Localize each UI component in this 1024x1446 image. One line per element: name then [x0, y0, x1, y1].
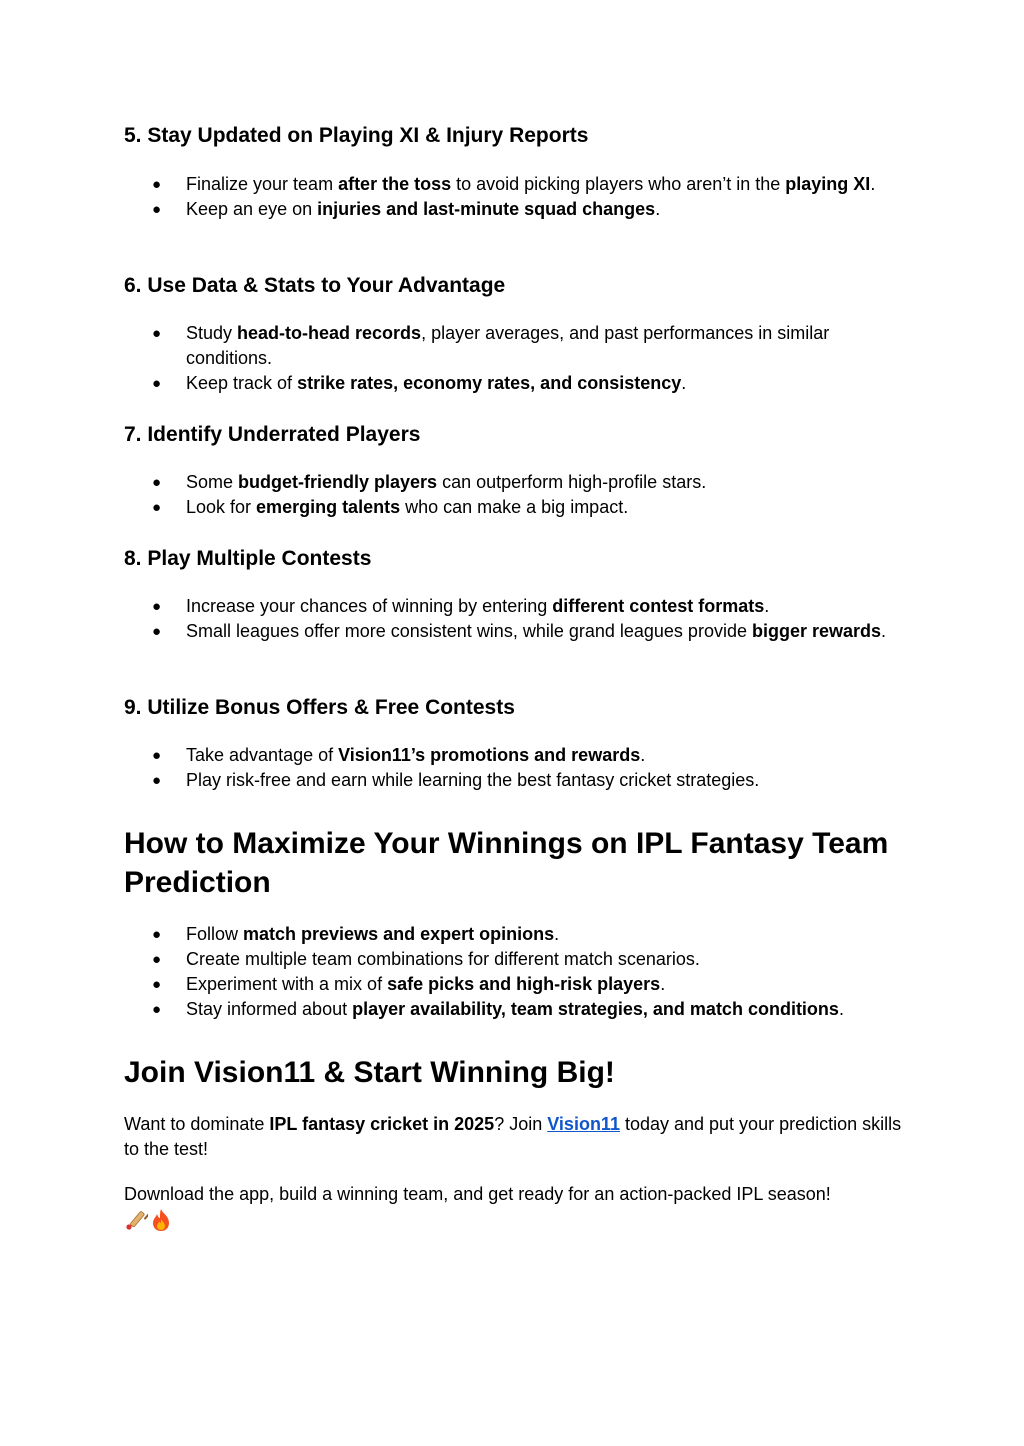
- bullet-icon: ●: [152, 747, 162, 764]
- maximize-heading: How to Maximize Your Winnings on IPL Fantasy Team Prediction: [124, 827, 889, 899]
- list-item: ● Small leagues offer more consistent wins, while grand leagues provide bigger rewards.: [124, 619, 904, 644]
- list-item: ● Look for emerging talents who can make a big impact.: [124, 495, 904, 520]
- bullet-icon: ●: [152, 926, 162, 943]
- bullet-icon: ●: [152, 176, 162, 193]
- bullet-icon: ●: [152, 623, 162, 640]
- list-item: ● Take advantage of Vision11’s promotions and rewards.: [124, 743, 904, 768]
- section-heading-7: 7. Identify Underrated Players: [124, 423, 421, 446]
- bullet-icon: ●: [152, 375, 162, 392]
- bullet-icon: ●: [152, 951, 162, 968]
- section-6-list: [124, 321, 904, 396]
- bullet-icon: ●: [152, 598, 162, 615]
- cricket-bat-icon: [124, 1208, 148, 1232]
- bullet-icon: ●: [152, 201, 162, 218]
- emoji-row: [124, 1208, 172, 1234]
- section-5-list: [124, 172, 904, 222]
- list-item: ● Some budget-friendly players can outperform high-profile stars.: [124, 470, 904, 495]
- list-item: ● Study head-to-head records, player averages, and past performances in similar conditions.: [152, 323, 830, 368]
- section-8-list: [124, 594, 904, 644]
- section-heading-6: 6. Use Data & Stats to Your Advantage: [124, 274, 506, 297]
- list-item: ● Keep an eye on injuries and last-minute squad changes.: [124, 197, 904, 222]
- section-heading-9: 9. Utilize Bonus Offers & Free Contests: [124, 696, 515, 719]
- section-9-list: [124, 743, 904, 793]
- list-item: ● Create multiple team combinations for different match scenarios.: [124, 947, 904, 972]
- bullet-icon: ●: [152, 499, 162, 516]
- bullet-icon: ●: [152, 976, 162, 993]
- list-item: ● Keep track of strike rates, economy rates, and consistency.: [124, 371, 904, 396]
- section-7-list: [124, 470, 904, 520]
- section-heading-8: 8. Play Multiple Contests: [124, 547, 372, 570]
- list-item: ● Increase your chances of winning by entering different contest formats.: [124, 594, 904, 619]
- list-item: ● Follow match previews and expert opinions.: [124, 922, 904, 947]
- list-item: ● Experiment with a mix of safe picks and high-risk players.: [124, 972, 904, 997]
- bullet-icon: ●: [152, 474, 162, 491]
- download-paragraph: Download the app, build a winning team, and get ready for an action-packed IPL season!: [124, 1184, 831, 1204]
- list-item: ● Play risk-free and earn while learning the best fantasy cricket strategies.: [124, 768, 904, 793]
- join-heading: Join Vision11 & Start Winning Big!: [124, 1056, 615, 1089]
- section-heading-5: 5. Stay Updated on Playing XI & Injury Reports: [124, 124, 589, 147]
- fire-icon: [150, 1208, 172, 1232]
- join-paragraph: Want to dominate IPL fantasy cricket in 2025? Join Vision11 today and put your prediction skills to the test!: [124, 1114, 902, 1159]
- list-item: ● Finalize your team after the toss to avoid picking players who aren’t in the playing XI.: [124, 172, 904, 197]
- vision11-link[interactable]: Vision11: [547, 1114, 620, 1134]
- maximize-list: [124, 922, 904, 1022]
- list-item: ● Stay informed about player availability, team strategies, and match conditions.: [124, 997, 904, 1022]
- bullet-icon: ●: [152, 772, 162, 789]
- bullet-icon: ●: [152, 325, 162, 342]
- bullet-icon: ●: [152, 1001, 162, 1018]
